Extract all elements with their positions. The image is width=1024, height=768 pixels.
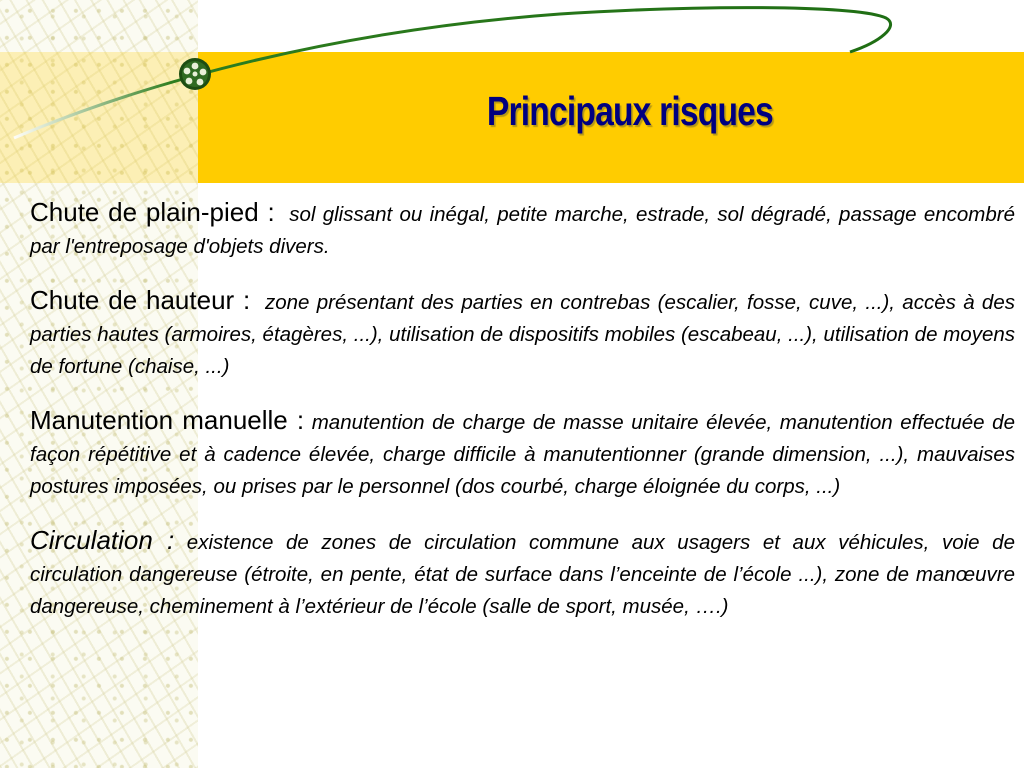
risk-list bbox=[30, 196, 1015, 644]
risk-description: existence de zones de circulation commune aux usagers et aux véhicules, voie de circulation dangereuse (étroite, en pente, état de surface dans l’enceinte de l’école ...), zone de manœuvre dangereuse, cheminement à l’extérieur de l’école (salle de sport, musée, ….) bbox=[30, 531, 1015, 618]
risk-item-manutention bbox=[30, 404, 1015, 503]
risk-description: zone présentant des parties en contrebas (escalier, fosse, cuve, ...), accès à des parties hautes (armoires, étagères, ...), utilisation de dispositifs mobiles (escabeau, ...), utilisation de moyens de fortune (chaise, ...) bbox=[30, 291, 1015, 378]
risk-term: Manutention manuelle : bbox=[30, 405, 305, 435]
risk-term: Circulation : bbox=[30, 525, 175, 555]
ornament-icon bbox=[179, 58, 211, 90]
risk-item-chute-plain-pied bbox=[30, 196, 1015, 263]
slide-title: Principaux risques bbox=[486, 88, 773, 134]
risk-item-circulation bbox=[30, 524, 1015, 623]
risk-item-chute-hauteur bbox=[30, 284, 1015, 383]
risk-term: Chute de plain-pied : bbox=[30, 197, 275, 227]
risk-term: Chute de hauteur : bbox=[30, 285, 251, 315]
risk-description: sol glissant ou inégal, petite marche, estrade, sol dégradé, passage encombré par l'entreposage d'objets divers. bbox=[30, 203, 1015, 258]
risk-description: manutention de charge de masse unitaire élevée, manutention effectuée de façon répétitive et à cadence élevée, charge difficile à manutentionner (grande dimension, ...), mauvaises postures imposées, ou prises par le personnel (dos courbé, charge éloignée du corps, ...) bbox=[30, 411, 1015, 498]
